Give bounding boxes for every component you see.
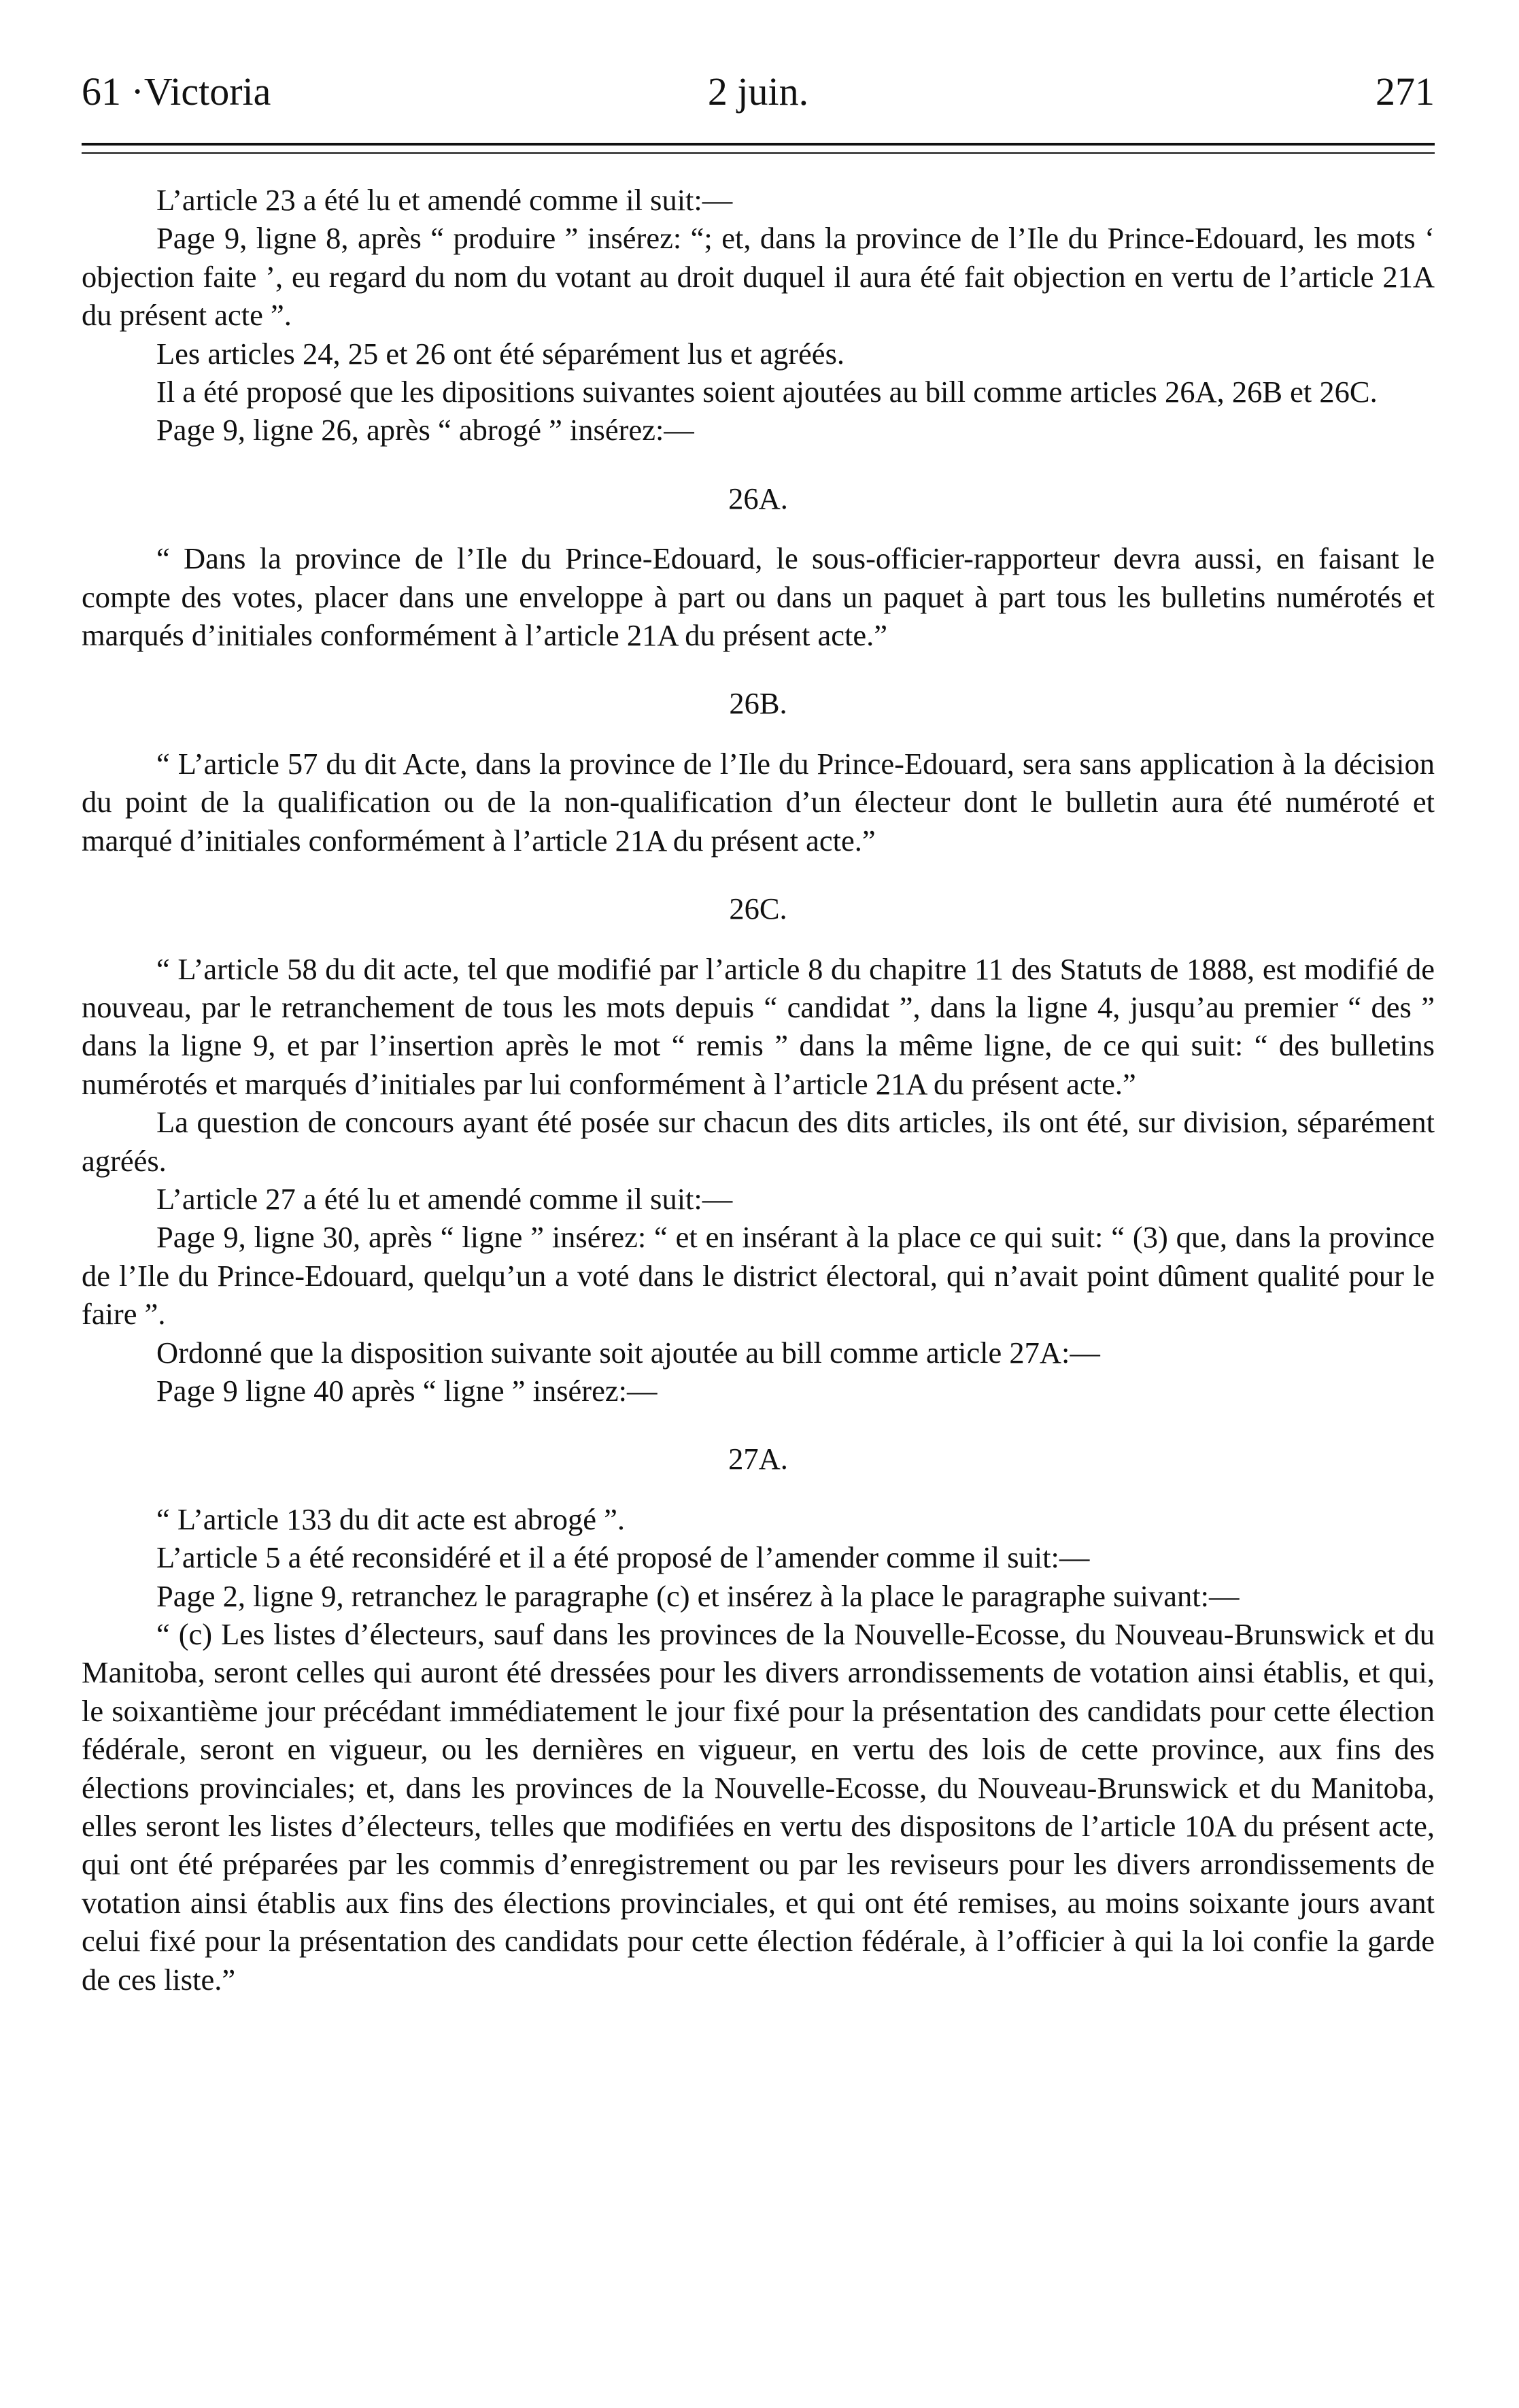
paragraph: Il a été proposé que les dipositions suivantes soient ajoutées au bill comme articles 26A, 26B et 26C. [156,375,1378,409]
paragraph: La question de concours ayant été posée sur chacun des dits articles, ils ont été, sur division, séparément agréés. [82,1105,1435,1178]
paragraph: Les articles 24, 25 et 26 ont été séparément lus et agréés. [156,336,845,371]
paragraph: Ordonné que la disposition suivante soit ajoutée au bill comme article 27A:— [156,1335,1100,1370]
paragraph: Page 9 ligne 40 après “ ligne ” insérez:— [156,1373,658,1408]
section-heading-26a: 26A. [728,481,788,515]
section-heading-26b: 26B. [729,686,787,721]
paragraph: “ L’article 133 du dit acte est abrogé ”. [156,1502,626,1536]
document-body [82,181,1435,1999]
page-number: 271 [1376,69,1435,114]
paragraph: L’article 23 a été lu et amendé comme il suit:— [156,183,733,217]
paragraph: Page 2, ligne 9, retranchez le paragraphe (c) et insérez à la place le paragraphe suivant:— [156,1578,1240,1613]
paragraph: L’article 5 a été reconsidéré et il a été proposé de l’amender comme il suit:— [156,1540,1090,1575]
paragraph: Page 9, ligne 8, après “ produire ” insérez: “; et, dans la province de l’Ile du Prince-Edouard, les mots ‘ objection faite ’, eu regard du nom du votant au droit duquel il aura été fait objection en vertu de l’article 21A du présent acte ”. [82,221,1435,333]
header-rule-thin [82,152,1435,154]
paragraph: “ L’article 57 du dit Acte, dans la province de l’Ile du Prince-Edouard, sera sans application à la décision du point de la qualification ou de la non-qualification d’un électeur dont le bulletin aura été numéroté et marqué d’initiales conformément à l’article 21A du présent acte.” [82,746,1435,858]
document-page [82,61,1435,1999]
paragraph: “ L’article 58 du dit acte, tel que modifié par l’article 8 du chapitre 11 des Statuts de 1888, est modifié de nouveau, par le retranchement de tous les mots depuis “ candidat ”, dans la ligne 4, jusqu’au premier “ des ” dans la ligne 9, et par l’insertion après le mot “ remis ” dans la même ligne, de ce qui suit: “ des bulletins numérotés et marqués d’initiales par lui conformément à l’article 21A du présent acte.” [82,951,1435,1101]
header-rule [82,143,1435,154]
paragraph: Page 9, ligne 26, après “ abrogé ” insérez:— [156,413,694,447]
paragraph: L’article 27 a été lu et amendé comme il suit:— [156,1181,733,1216]
section-heading-26c: 26C. [729,892,787,926]
section-heading-27a: 27A. [728,1442,788,1476]
paragraph: “ Dans la province de l’Ile du Prince-Edouard, le sous-officier-rapporteur devra aussi, en faisant le compte des votes, placer dans une enveloppe à part ou dans un paquet à part tous les bulletins numérotés et marqués d’initiales conformément à l’article 21A du présent acte.” [82,541,1435,653]
paragraph: “ (c) Les listes d’électeurs, sauf dans les provinces de la Nouvelle-Ecosse, du Nouveau-Brunswick et du Manitoba, seront celles qui auront été dressées pour les divers arrondissements de votation ainsi établis, et qui, le soixantième jour précédant immédiatement le jour fixé pour la présentation des candidats pour cette élection fédérale, seront en vigueur, ou les dernières en vigueur, en vertu des lois de cette province, aux fins des élections provinciales; et, dans les provinces de la Nouvelle-Ecosse, du Nouveau-Brunswick et du Manitoba, elles seront les listes d’électeurs, telles que modifiées en vertu des dispositons de l’article 10A du présent acte, qui ont été préparées par les commis d’enregistrement ou par les reviseurs pour les divers arrondissements de votation ainsi établis aux fins des élections provinciales, et qui ont été remises, au moins soixante jours avant celui fixé pour la présentation des candidats pour cette élection fédérale, à l’officier à qui la loi confie la garde de ces liste.” [82,1617,1435,1997]
date-heading: 2 juin. [707,69,809,114]
regnal-year: 61 ·Victoria [82,69,271,114]
header-rule-thick [82,143,1435,146]
running-head [82,61,1435,122]
paragraph: Page 9, ligne 30, après “ ligne ” insérez: “ et en insérant à la place ce qui suit: “ (3) que, dans la province de l’Ile du Prince-Edouard, quelqu’un a voté dans le district électoral, qui n’avait point dûment qualité pour le faire ”. [82,1220,1435,1332]
